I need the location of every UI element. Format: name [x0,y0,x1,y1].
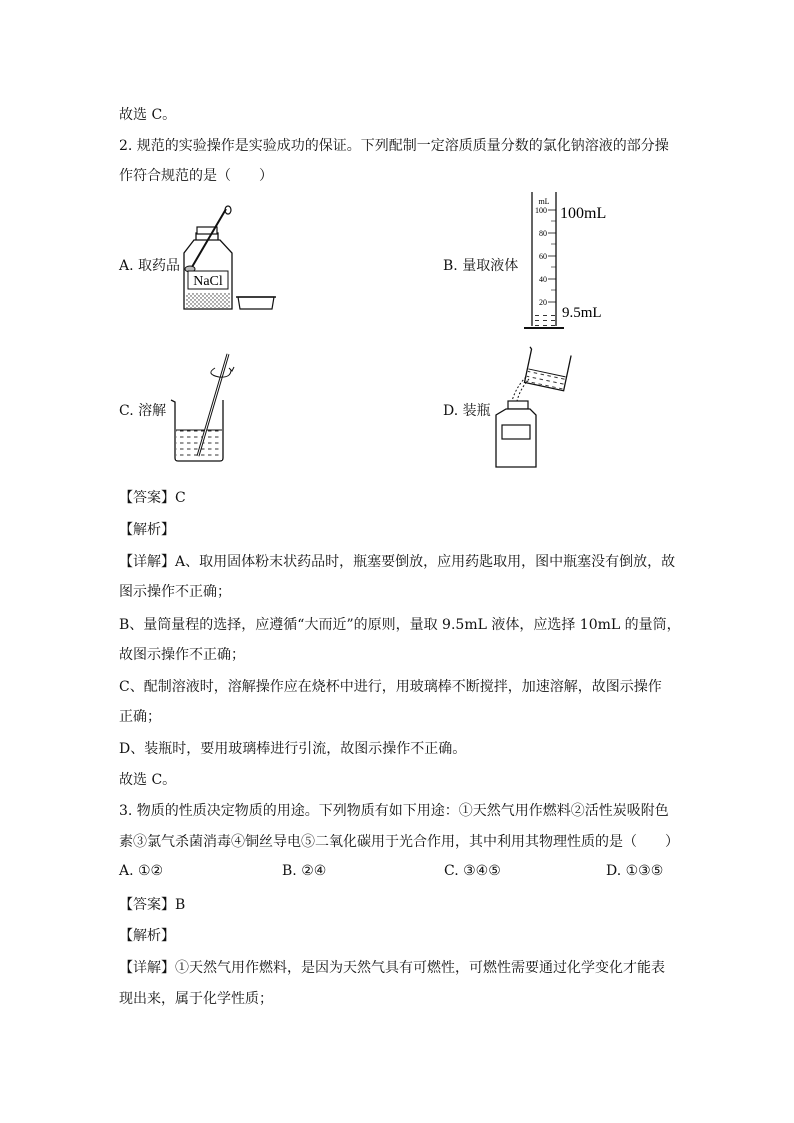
q2-detail-b-line-2: 故图示操作不正确； [119,647,245,663]
q2-detail-c-line-2: 正确； [119,709,161,725]
q3-answer: 【答案】B [119,897,186,913]
conclusion-line-1: 故选 C。 [119,107,177,123]
cylinder-unit: mL [538,197,550,206]
q2-option-b-figure [518,188,638,334]
cylinder-tick-60: 60 [539,252,547,261]
question-3-stem-line-2: 素③氯气杀菌消毒④铜丝导电⑤二氧化碳用于光合作用，其中利用其物理性质的是（ ） [119,834,679,850]
q2-option-c-label: C. 溶解 [119,403,167,419]
q3-option-b: B. ②④ [282,863,327,879]
cylinder-tick-100: 100 [535,206,547,215]
cylinder-scale [535,206,556,307]
cylinder-tick-40: 40 [539,275,547,284]
q2-option-d-figure [492,343,576,471]
q2-option-a-label: A. 取药品 [119,258,181,274]
cylinder-tick-80: 80 [539,229,547,238]
q2-option-c-figure [165,350,245,466]
q2-answer: 【答案】C [119,490,186,506]
q3-analysis-heading: 【解析】 [119,928,175,944]
q2-option-d-label: D. 装瓶 [443,403,491,419]
q2-detail-b-line-1: B、量筒量程的选择，应遵循“大而近”的原则，量取 9.5mL 液体，应选择 10mL 的量筒， [119,617,681,633]
question-2-stem-line-2: 作符合规范的是（ ） [119,168,273,184]
question-2-stem-line-1: 2. 规范的实验操作是实验成功的保证。下列配制一定溶质质量分数的氯化钠溶液的部分操 [119,138,669,154]
cylinder-volume-label: 9.5mL [562,305,602,321]
q2-detail-d-line: D、装瓶时，要用玻璃棒进行引流，故图示操作不正确。 [119,741,467,757]
q2-analysis-heading: 【解析】 [119,522,175,538]
q3-option-a: A. ①② [119,863,164,879]
nacl-label: NaCl [193,274,223,289]
cylinder-tick-20: 20 [539,298,547,307]
q3-option-d: D. ①③⑤ [606,863,664,879]
q3-option-c: C. ③④⑤ [444,863,501,879]
q3-detail-line-2: 现出来，属于化学性质； [119,991,273,1007]
q2-conclusion: 故选 C。 [119,772,177,788]
q2-option-a-figure [180,205,280,317]
question-3-stem-line-1: 3. 物质的性质决定物质的用途。下列物质有如下用途：①天然气用作燃料②活性炭吸附色 [119,803,669,819]
q2-detail-a-line-1: 【详解】A、取用固体粉末状药品时，瓶塞要倒放，应用药匙取用，图中瓶塞没有倒放，故 [119,554,676,570]
q2-detail-c-line-1: C、配制溶液时，溶解操作应在烧杯中进行，用玻璃棒不断搅拌，加速溶解，故图示操作 [119,679,662,695]
q3-detail-line-1: 【详解】①天然气用作燃料，是因为天然气具有可燃性，可燃性需要通过化学变化才能表 [119,960,665,976]
q2-detail-a-line-2: 图示操作不正确； [119,584,231,600]
q2-option-b-label: B. 量取液体 [443,258,519,274]
cylinder-capacity-label: 100mL [560,205,607,222]
